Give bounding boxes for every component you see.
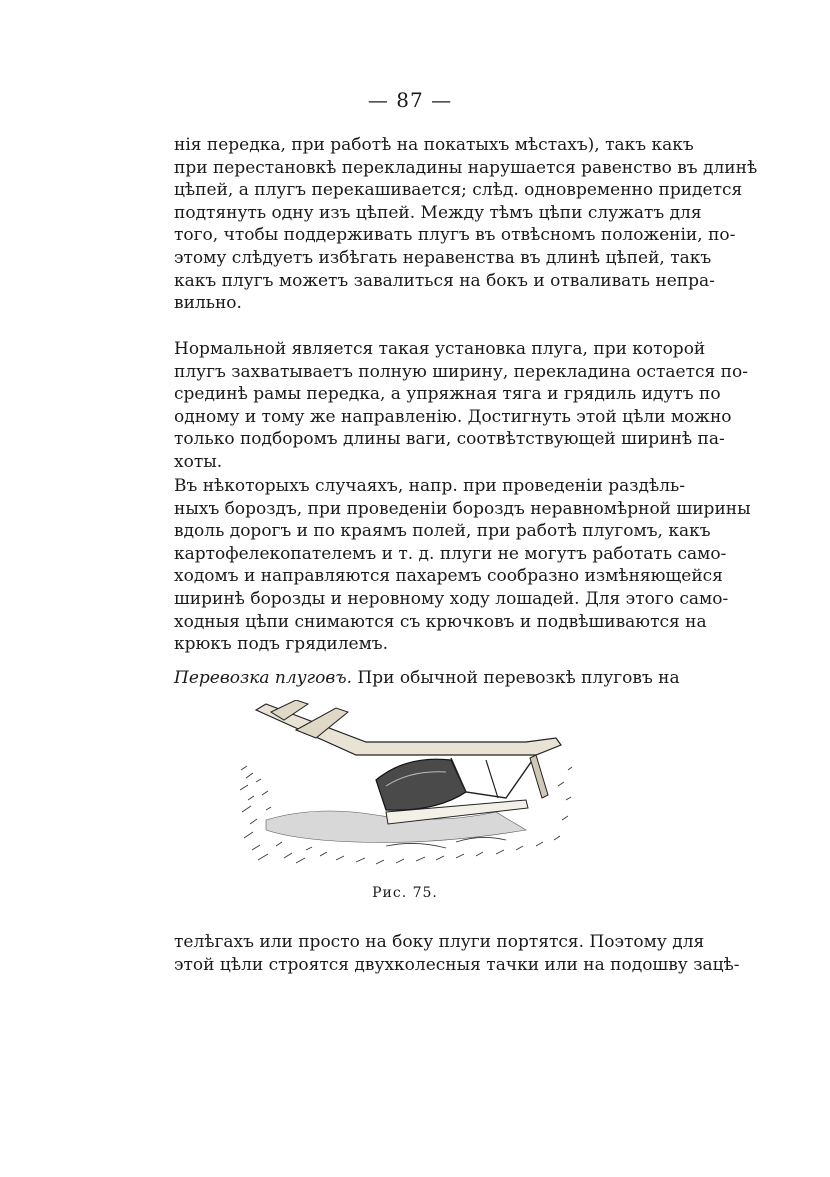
text-line: крюкъ подъ грядилемъ. bbox=[174, 634, 389, 655]
text-line: ходомъ и направляются пахаремъ сообразно измѣняющейся bbox=[174, 566, 723, 587]
text-line: хоты. bbox=[174, 451, 223, 472]
paragraph-1 bbox=[174, 134, 758, 315]
text-run: При обычной перевозкѣ плуговъ на bbox=[357, 668, 680, 688]
text-line: только подборомъ длины ваги, соотвѣтствующей ширинѣ па- bbox=[174, 429, 725, 450]
text-line: ныхъ бороздъ, при проведеніи бороздъ неравномѣрной ширины bbox=[174, 498, 751, 519]
text-line bbox=[174, 667, 680, 690]
figure-caption: Рис. 75. bbox=[372, 885, 438, 901]
text-line: Въ нѣкоторыхъ случаяхъ, напр. при проведеніи раздѣль- bbox=[174, 476, 685, 496]
paragraph-3 bbox=[174, 475, 751, 656]
plough-illustration bbox=[236, 700, 576, 870]
paragraph-2 bbox=[174, 338, 748, 474]
text-line: Нормальной является такая установка плуга, при которой bbox=[174, 339, 706, 359]
text-line: этому слѣдуетъ избѣгать неравенства въ длинѣ цѣпей, такъ bbox=[174, 247, 712, 268]
text-line: ширинѣ борозды и неровному ходу лошадей. Для этого само- bbox=[174, 588, 729, 609]
text-line: того, чтобы поддерживать плугъ въ отвѣсномъ положеніи, по- bbox=[174, 225, 736, 246]
text-line: телѣгахъ или просто на боку плуги портятся. Поэтому для bbox=[174, 932, 705, 952]
paragraph-5 bbox=[174, 931, 740, 976]
section-heading: Перевозка плуговъ. bbox=[174, 668, 353, 688]
text-line: картофелекопателемъ и т. д. плуги не могутъ работать само- bbox=[174, 543, 727, 564]
text-line: цѣпей, а плугъ перекашивается; слѣд. одновременно придется bbox=[174, 180, 743, 201]
text-line: подтянуть одну изъ цѣпей. Между тѣмъ цѣпи служатъ для bbox=[174, 202, 702, 223]
text-line: нія передка, при работѣ на покатыхъ мѣстахъ), такъ какъ bbox=[174, 135, 694, 155]
paragraph-4 bbox=[174, 667, 680, 690]
text-line: вильно. bbox=[174, 293, 242, 314]
text-line: ходныя цѣпи снимаются съ крючковъ и подвѣшиваются на bbox=[174, 611, 707, 632]
text-line: этой цѣли строятся двухколесныя тачки или на подошву зацѣ- bbox=[174, 954, 740, 975]
page-number: — 87 — bbox=[367, 88, 453, 112]
text-line: при перестановкѣ перекладины нарушается равенство въ длинѣ bbox=[174, 157, 758, 178]
text-line: срединѣ рамы передка, а упряжная тяга и грядиль идутъ по bbox=[174, 384, 721, 405]
text-line: одному и тому же направленію. Достигнуть этой цѣли можно bbox=[174, 406, 732, 427]
mouldboard bbox=[376, 759, 466, 810]
text-line: плугъ захватываетъ полную ширину, перекладина остается по- bbox=[174, 361, 748, 382]
plough-strut bbox=[486, 760, 498, 798]
text-line: какъ плугъ можетъ завалиться на бокъ и отваливать непра- bbox=[174, 270, 715, 291]
plough-coulter bbox=[530, 755, 548, 798]
text-line: вдоль дорогъ и по краямъ полей, при работѣ плугомъ, какъ bbox=[174, 521, 711, 542]
